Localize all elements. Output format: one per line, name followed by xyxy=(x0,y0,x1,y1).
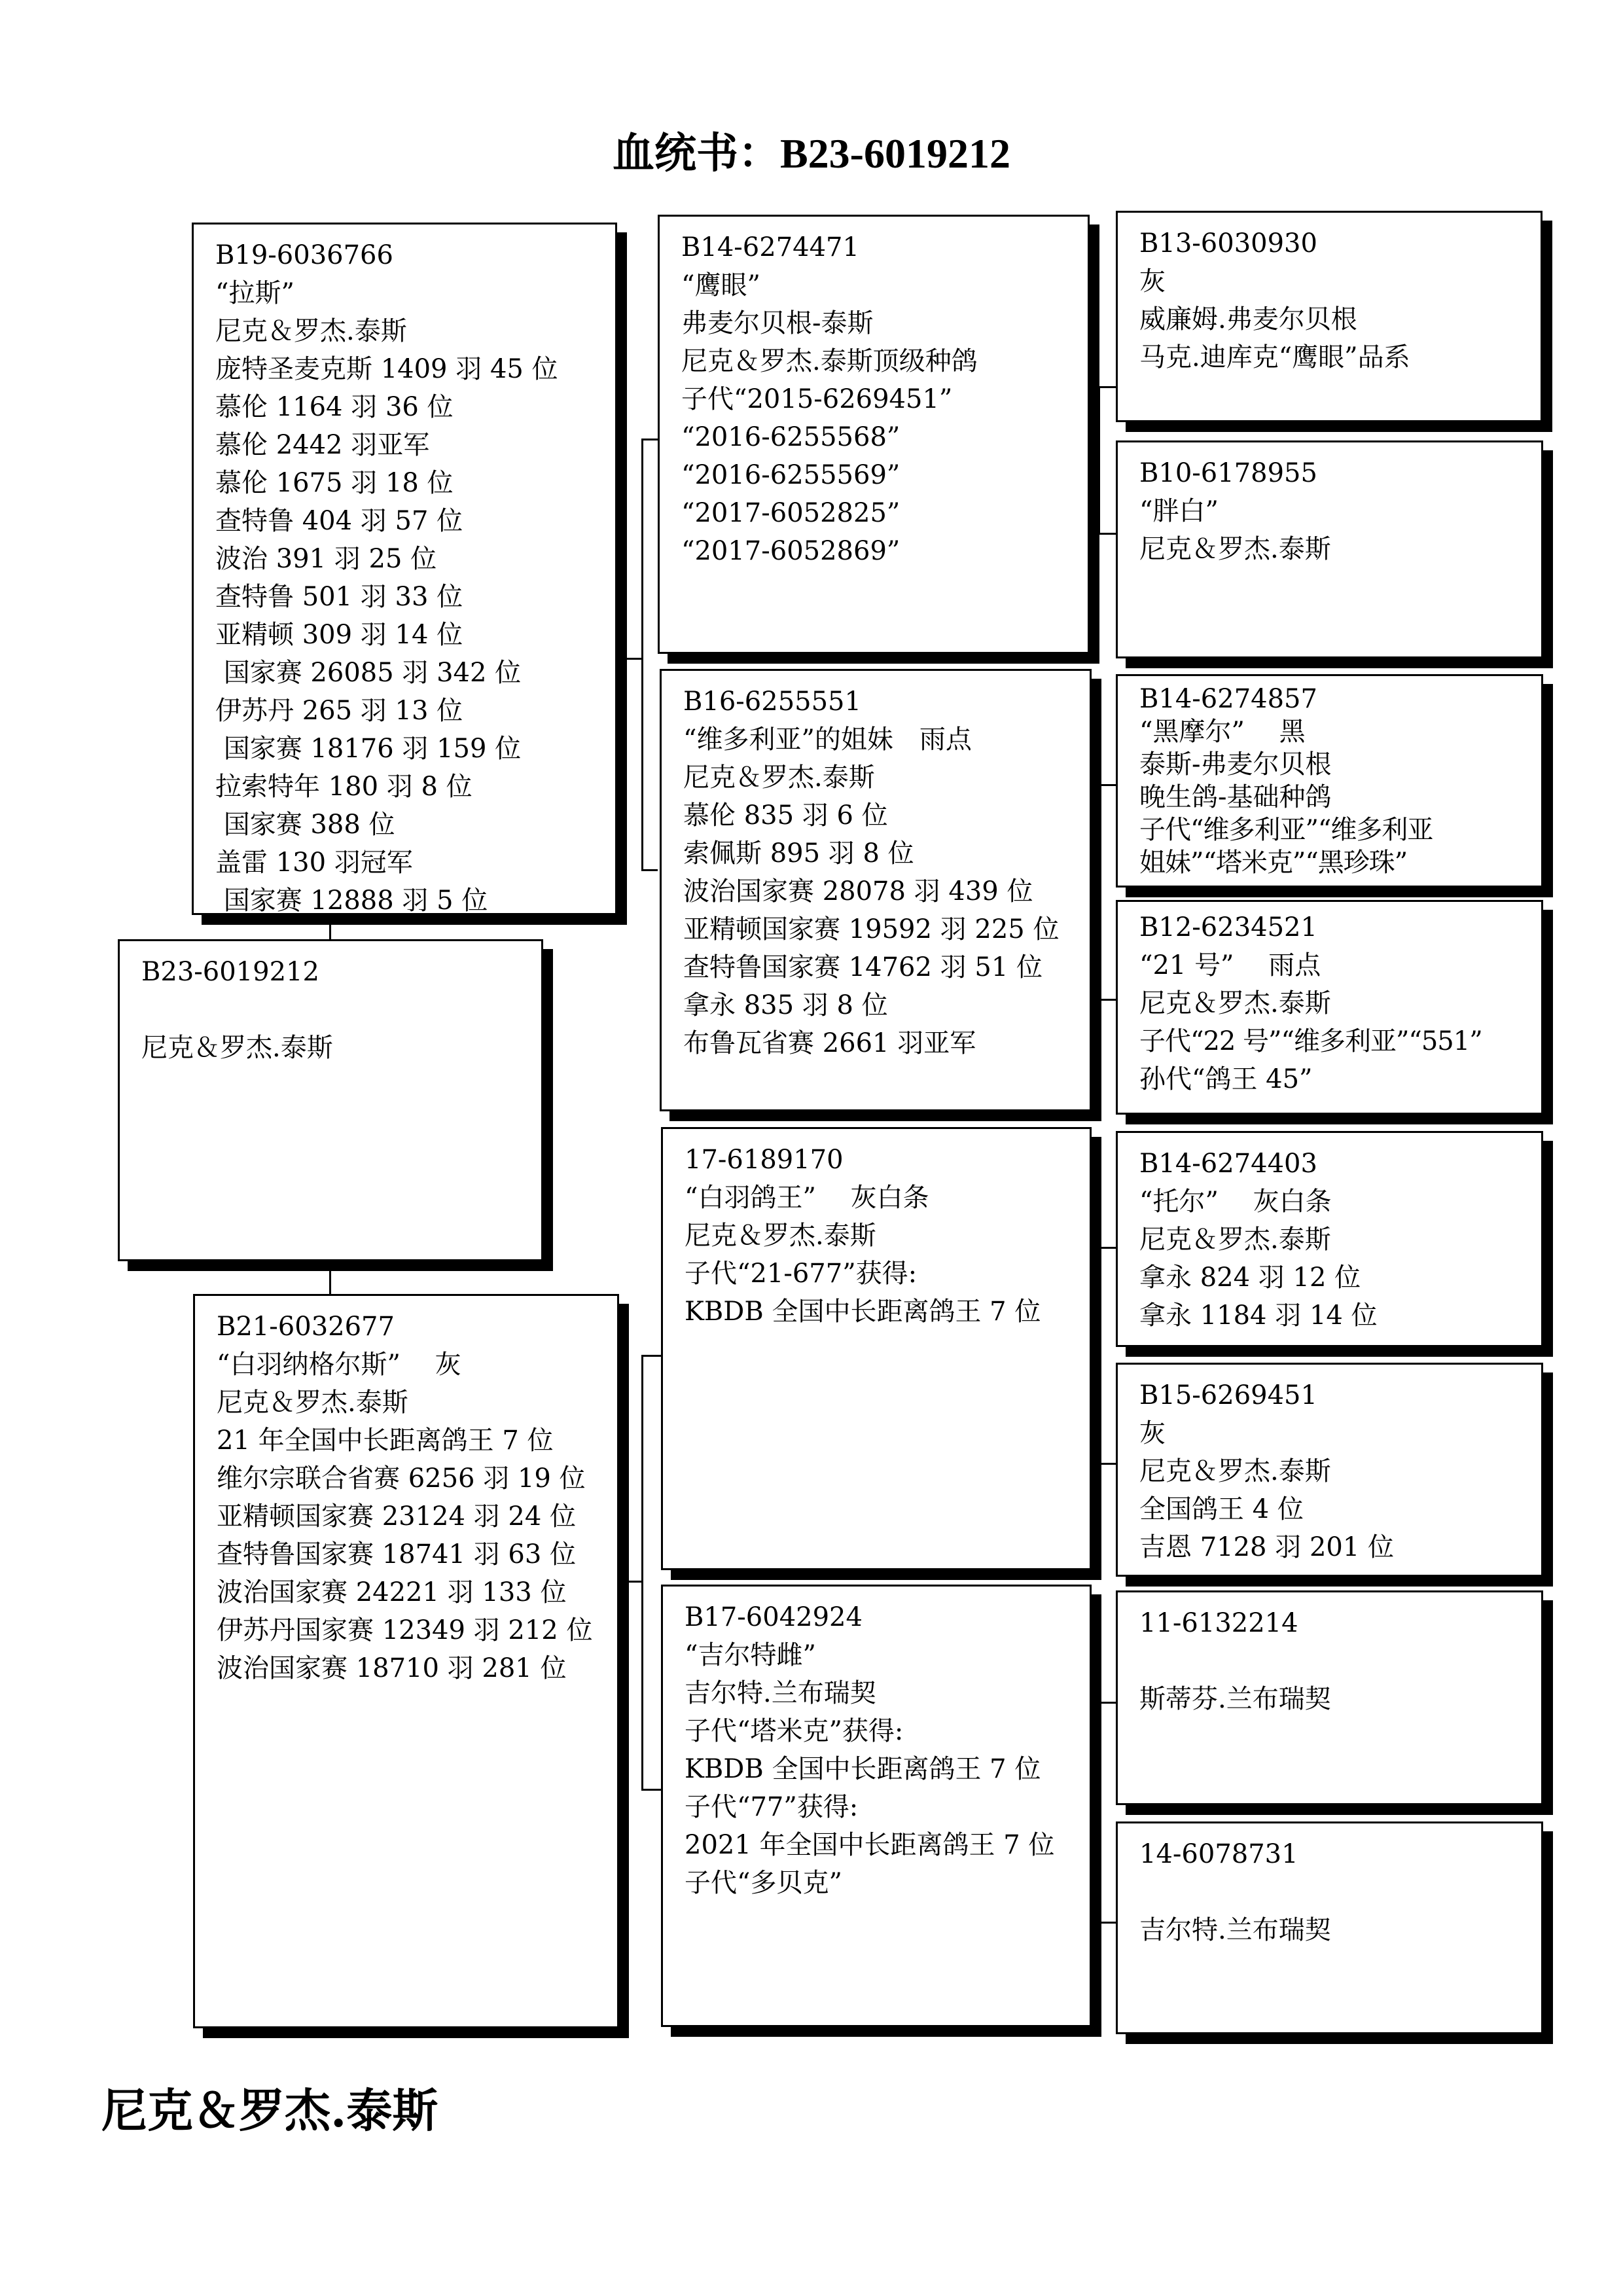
sire-result: 亚精顿 309 羽 14 位 xyxy=(215,620,463,650)
card-ring-number: B17-6042924 xyxy=(685,1602,863,1632)
card-line: 拿永 824 羽 12 位 xyxy=(1139,1263,1361,1293)
card-line: 拿永 1184 羽 14 位 xyxy=(1139,1300,1378,1331)
connector-line xyxy=(641,869,658,871)
dam-ring-number: B21-6032677 xyxy=(217,1312,395,1342)
great-grandparent-card xyxy=(1116,440,1543,658)
card-line: KBDB 全国中长距离鸽王 7 位 xyxy=(685,1754,1041,1784)
card-line: 查特鲁国家赛 14762 羽 51 位 xyxy=(683,952,1043,982)
subject-ring-number: B23-6019212 xyxy=(141,957,319,987)
card-line: 子代“77”获得: xyxy=(685,1792,859,1822)
card-line: 布鲁瓦省赛 2661 羽亚军 xyxy=(683,1028,976,1058)
card-line: 2021 年全国中长距离鸽王 7 位 xyxy=(685,1830,1055,1860)
connector-line xyxy=(619,1581,643,1583)
card-ring-number: B16-6255551 xyxy=(683,687,861,717)
granddam-dam-side-card xyxy=(661,1585,1092,2027)
card-ring-number: 17-6189170 xyxy=(685,1145,844,1175)
card-line: 吉尔特.兰布瑞契 xyxy=(685,1678,876,1708)
connector-line xyxy=(1098,1463,1116,1465)
sire-result: 国家赛 388 位 xyxy=(215,810,395,840)
connector-line xyxy=(1098,386,1100,534)
card-line: 索佩斯 895 羽 8 位 xyxy=(683,838,914,869)
connector-line xyxy=(1098,784,1116,786)
card-line: 泰斯-弗麦尔贝根 xyxy=(1139,749,1332,780)
dam-breeder: 尼克＆罗杰.泰斯 xyxy=(217,1388,408,1418)
card-line: 孙代“鸽王 45” xyxy=(1139,1064,1313,1094)
sire-ring-number: B19-6036766 xyxy=(215,240,393,270)
sire-result: 慕伦 2442 羽亚军 xyxy=(215,430,430,460)
card-name: “鹰眼” xyxy=(681,270,760,300)
grandsire-dam-side-card xyxy=(661,1127,1092,1570)
connector-line xyxy=(329,1261,331,1294)
card-line: KBDB 全国中长距离鸽王 7 位 xyxy=(685,1297,1041,1327)
card-ring-number: 11-6132214 xyxy=(1139,1608,1298,1638)
card-line: “2016-6255568” xyxy=(681,422,901,452)
card-name: “21 号” 雨点 xyxy=(1139,950,1321,980)
breeder-footer: 尼克＆罗杰.泰斯 xyxy=(101,2083,438,2138)
card-name: “黑摩尔” 黑 xyxy=(1139,717,1306,747)
card-line: “2016-6255569” xyxy=(681,460,901,490)
card-ring-number: B14-6274857 xyxy=(1139,684,1317,714)
card-name: “白羽鸽王” 灰白条 xyxy=(685,1183,929,1213)
card-line: 尼克＆罗杰.泰斯 xyxy=(1139,1456,1331,1486)
card-line: 亚精顿国家赛 19592 羽 225 位 xyxy=(683,914,1060,944)
card-line: 马克.迪库克“鹰眼”品系 xyxy=(1139,342,1410,372)
great-grandparent-card xyxy=(1116,211,1543,422)
great-grandparent-card xyxy=(1116,1590,1543,1805)
connector-line xyxy=(615,658,643,660)
subject-card xyxy=(118,939,543,1261)
card-line: 尼克＆罗杰.泰斯 xyxy=(1139,988,1331,1018)
connector-line xyxy=(1098,386,1116,388)
card-line: 子代“维多利亚”“维多利亚 xyxy=(1139,815,1433,845)
card-ring-number: B14-6274471 xyxy=(681,232,859,262)
sire-result: 慕伦 1675 羽 18 位 xyxy=(215,468,454,498)
card-line: 子代“21-677”获得: xyxy=(685,1259,918,1289)
great-grandparent-card xyxy=(1116,1821,1543,2034)
card-line: 尼克＆罗杰.泰斯 xyxy=(683,762,875,793)
connector-line xyxy=(1098,533,1116,535)
card-name: “吉尔特雌” xyxy=(685,1640,816,1670)
connector-line xyxy=(1090,432,1099,434)
dam-result: 伊苏丹国家赛 12349 羽 212 位 xyxy=(217,1615,593,1645)
card-line: 弗麦尔贝根-泰斯 xyxy=(681,308,874,338)
card-line: 灰 xyxy=(1139,266,1166,296)
dam-card xyxy=(193,1294,619,2028)
grandsire-sire-side-card xyxy=(658,215,1090,654)
sire-result: 国家赛 12888 羽 5 位 xyxy=(215,886,488,916)
card-line: 威廉姆.弗麦尔贝根 xyxy=(1139,304,1357,334)
connector-line xyxy=(641,1789,661,1791)
dam-result: 查特鲁国家赛 18741 羽 63 位 xyxy=(217,1539,577,1570)
connector-line xyxy=(1092,1355,1099,1357)
card-line: 全国鸽王 4 位 xyxy=(1139,1494,1304,1524)
sire-card xyxy=(192,223,617,915)
sire-result: 查特鲁 404 羽 57 位 xyxy=(215,506,463,536)
card-line: “2017-6052825” xyxy=(681,498,901,528)
card-name: “维多利亚”的姐妹 雨点 xyxy=(683,725,972,755)
card-line: 拿永 835 羽 8 位 xyxy=(683,990,888,1020)
card-line: 尼克＆罗杰.泰斯 xyxy=(685,1221,876,1251)
connector-line xyxy=(1092,1806,1099,1808)
card-line: 子代“2015-6269451” xyxy=(681,384,953,414)
card-ring-number: B10-6178955 xyxy=(1139,458,1317,488)
connector-line xyxy=(1098,1247,1116,1249)
card-ring-number: B12-6234521 xyxy=(1139,912,1317,942)
card-line: 尼克＆罗杰.泰斯顶级种鸽 xyxy=(681,346,978,376)
sire-result: 伊苏丹 265 羽 13 位 xyxy=(215,696,463,726)
connector-line xyxy=(1092,890,1099,892)
connector-line xyxy=(1098,1702,1116,1704)
dam-result: 维尔宗联合省赛 6256 羽 19 位 xyxy=(217,1463,586,1494)
card-ring-number: B15-6269451 xyxy=(1139,1380,1317,1410)
dam-result: 21 年全国中长距离鸽王 7 位 xyxy=(217,1426,554,1456)
dam-result: 波治国家赛 18710 羽 281 位 xyxy=(217,1653,567,1683)
connector-line xyxy=(1098,1922,1116,1924)
connector-line xyxy=(641,1355,643,1790)
connector-line xyxy=(1098,999,1116,1001)
great-grandparent-card xyxy=(1116,674,1543,888)
page-title: 血统书：B23-6019212 xyxy=(613,130,1010,177)
sire-result: 国家赛 26085 羽 342 位 xyxy=(215,658,522,688)
card-line: 尼克＆罗杰.泰斯 xyxy=(1139,1225,1331,1255)
card-ring-number: B14-6274403 xyxy=(1139,1149,1317,1179)
card-name: “胖白” xyxy=(1139,496,1219,526)
granddam-sire-side-card xyxy=(660,669,1092,1111)
connector-line xyxy=(1098,1702,1100,1923)
great-grandparent-card xyxy=(1116,1131,1543,1347)
card-line: 子代“22 号”“维多利亚”“551” xyxy=(1139,1026,1482,1056)
dam-name: “白羽纳格尔斯” 灰 xyxy=(217,1350,461,1380)
card-ring-number: B13-6030930 xyxy=(1139,228,1317,259)
card-line: 晚生鸽-基础种鸽 xyxy=(1139,782,1332,812)
connector-line xyxy=(1098,784,1100,1000)
card-name: “托尔” 灰白条 xyxy=(1139,1187,1332,1217)
connector-line xyxy=(641,1355,661,1357)
sire-breeder: 尼克＆罗杰.泰斯 xyxy=(215,316,407,346)
dam-result: 亚精顿国家赛 23124 羽 24 位 xyxy=(217,1501,577,1532)
connector-line xyxy=(641,439,643,870)
card-line: 子代“塔米克”获得: xyxy=(685,1716,904,1746)
sire-name: “拉斯” xyxy=(215,278,294,308)
sire-result: 慕伦 1164 羽 36 位 xyxy=(215,392,454,422)
card-line: 吉恩 7128 羽 201 位 xyxy=(1139,1532,1395,1562)
subject-breeder: 尼克＆罗杰.泰斯 xyxy=(141,1033,333,1063)
card-ring-number: 14-6078731 xyxy=(1139,1839,1298,1869)
card-line: 子代“多贝克” xyxy=(685,1868,842,1898)
great-grandparent-card xyxy=(1116,900,1543,1115)
card-line: 慕伦 835 羽 6 位 xyxy=(683,800,888,831)
sire-result: 波治 391 羽 25 位 xyxy=(215,544,437,574)
card-line: 波治国家赛 28078 羽 439 位 xyxy=(683,876,1033,906)
sire-result: 盖雷 130 羽冠军 xyxy=(215,848,413,878)
sire-result: 拉索特年 180 羽 8 位 xyxy=(215,772,473,802)
card-line: 灰 xyxy=(1139,1418,1166,1448)
sire-result: 查特鲁 501 羽 33 位 xyxy=(215,582,463,612)
card-line: 尼克＆罗杰.泰斯 xyxy=(1139,534,1331,564)
great-grandparent-card xyxy=(1116,1363,1543,1577)
card-line: “2017-6052869” xyxy=(681,536,901,566)
dam-result: 波治国家赛 24221 羽 133 位 xyxy=(217,1577,567,1607)
sire-result: 国家赛 18176 羽 159 位 xyxy=(215,734,522,764)
sire-result: 庞特圣麦克斯 1409 羽 45 位 xyxy=(215,354,558,384)
card-line: 姐妹”“塔米克”“黑珍珠” xyxy=(1139,848,1408,878)
card-breeder: 斯蒂芬.兰布瑞契 xyxy=(1139,1684,1331,1714)
card-breeder: 吉尔特.兰布瑞契 xyxy=(1139,1915,1331,1945)
connector-line xyxy=(641,439,658,440)
